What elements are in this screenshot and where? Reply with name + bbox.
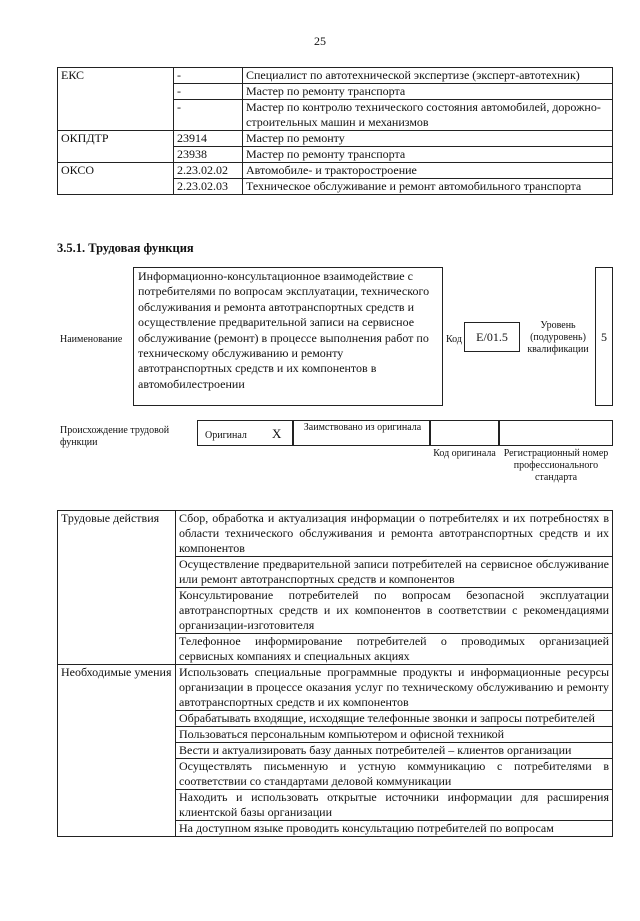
origin-label: Происхождение трудовой функции	[60, 425, 170, 448]
reg-number-label: Регистрационный номер профессионального стандарта	[503, 448, 609, 483]
code-original-label: Код оригинала	[433, 448, 496, 459]
table-item: На доступном языке проводить консультацию потребителей по вопросам	[176, 821, 613, 837]
classification-group: ОКПДТР	[58, 131, 174, 163]
table-item: Пользоваться персональным компьютером и офисной техникой	[176, 727, 613, 743]
classification-code: -	[174, 84, 243, 100]
table-item: Находить и использовать открытые источники информации для расширения клиентской базы организации	[176, 790, 613, 821]
borrowed-cell	[293, 420, 430, 446]
labor-function-table	[57, 510, 613, 837]
table-item: Консультирование потребителей по вопросам безопасной эксплуатации автотранспортных средств и их компонентов в соответствии с рекомендациями организации-изготовителя	[176, 588, 613, 634]
level-value-box: 5	[595, 267, 613, 406]
classification-group: ЕКС	[58, 68, 174, 131]
function-name-box: Информационно-консультационное взаимодействие с потребителями по вопросам эксплуатации, технического обслуживания и ремонта автотранспортных средств и осуществление предварительной записи на сервисное обслуживание (ремонт) в процессе выполнения работ по техническому обслуживанию и ремонту автотранспортных средств и их компонентов в автомобилестроении	[133, 267, 443, 406]
table-item: Осуществлять письменную и устную коммуникацию с потребителями в соответствии со стандартами деловой коммуникации	[176, 759, 613, 790]
name-label: Наименование	[60, 334, 123, 345]
original-mark: X	[272, 426, 282, 441]
classification-code: -	[174, 100, 243, 131]
section-title: 3.5.1. Трудовая функция	[57, 241, 194, 255]
table-item: Осуществление предварительной записи потребителей на сервисное обслуживание или ремонт автотранспортных средств и компонентов	[176, 557, 613, 588]
table-item: Сбор, обработка и актуализация информации о потребителях и их потребностях в области технического обслуживания и ремонта автотранспортных средств и их компонентов	[176, 511, 613, 557]
reg-number-cell	[499, 420, 613, 446]
classification-group: ОКСО	[58, 163, 174, 195]
section-label: Необходимые умения	[58, 665, 176, 837]
table-item: Телефонное информирование потребителей о проводимых организацией сервисных компаниях и специальных акциях	[176, 634, 613, 665]
classification-code: -	[174, 68, 243, 84]
original-cell	[197, 420, 293, 446]
classification-name: Мастер по ремонту транспорта	[243, 147, 613, 163]
function-code-box: E/01.5	[464, 322, 520, 352]
classification-row	[58, 163, 613, 179]
table-row	[58, 511, 613, 557]
table-row	[58, 665, 613, 711]
borrowed-label: Заимствовано из оригинала	[303, 422, 422, 433]
classification-name: Мастер по ремонту транспорта	[243, 84, 613, 100]
classification-table	[57, 67, 613, 195]
classification-code: 23914	[174, 131, 243, 147]
table-item: Вести и актуализировать базу данных потребителей – клиентов организации	[176, 743, 613, 759]
code-label: Код	[446, 334, 462, 345]
classification-name: Специалист по автотехнической экспертизе (эксперт-автотехник)	[243, 68, 613, 84]
level-label: Уровень (подуровень) квалификации	[527, 320, 589, 355]
classification-row	[58, 131, 613, 147]
original-label: Оригинал	[205, 430, 247, 441]
classification-code: 2.23.02.02	[174, 163, 243, 179]
page-number: 25	[314, 34, 326, 48]
classification-code: 2.23.02.03	[174, 179, 243, 195]
classification-name: Мастер по контролю технического состояния автомобилей, дорожно-строительных машин и механизмов	[243, 100, 613, 131]
classification-name: Автомобиле- и тракторостроение	[243, 163, 613, 179]
classification-code: 23938	[174, 147, 243, 163]
classification-row	[58, 68, 613, 84]
classification-name: Техническое обслуживание и ремонт автомобильного транспорта	[243, 179, 613, 195]
code-original-cell	[430, 420, 499, 446]
classification-name: Мастер по ремонту	[243, 131, 613, 147]
section-label: Трудовые действия	[58, 511, 176, 665]
table-item: Обрабатывать входящие, исходящие телефонные звонки и запросы потребителей	[176, 711, 613, 727]
table-item: Использовать специальные программные продукты и информационные ресурсы организации в процессе оказания услуг по техническому обслуживанию и ремонту автотранспортных средств и их компонентов	[176, 665, 613, 711]
